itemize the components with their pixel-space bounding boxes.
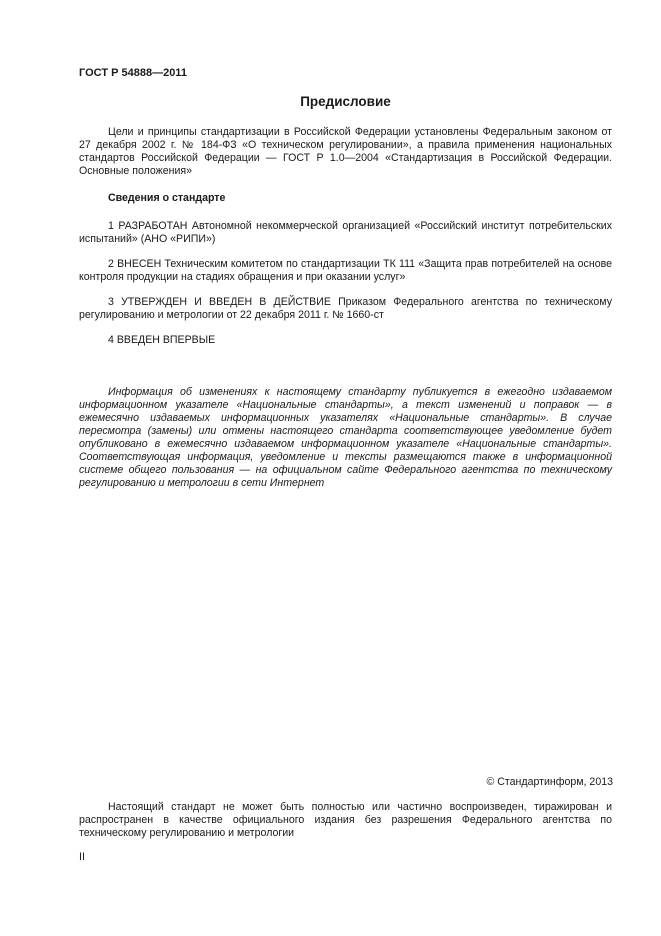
copyright-notice: © Стандартинформ, 2013 (486, 776, 613, 788)
page-number: II (79, 851, 85, 863)
intro-paragraph: Цели и принципы стандартизации в Российской Федерации установлены Федеральным законом от 27 декабря 2002 г. № 184-ФЗ «О техническом регулировании», а правила применения национальных стандартов Российской Федерации — ГОСТ Р 1.0—2004 «Стандартизация в Российской Федерации. Основные положения» (79, 126, 612, 177)
standard-info-item-4: 4 ВВЕДЕН ВПЕРВЫЕ (108, 334, 216, 346)
changes-info-paragraph: Информация об изменениях к настоящему стандарту публикуется в ежегодно издаваемом информационном указателе «Национальные стандарты», а текст изменений и поправок — в ежемесячно издаваемых информационных указателях «Национальные стандарты». В случае пересмотра (замены) или отмены настоящего стандарта соответствующее уведомление будет опубликовано в ежемесячно издаваемом информационном указателе «Национальные стандарты». Соответствующая информация, уведомление и тексты размещаются также в информационной системе общего пользования — на официальном сайте Федерального агентства по техническому регулированию и метрологии в сети Интернет (79, 386, 612, 489)
page-title: Предисловие (300, 94, 391, 109)
section-heading: Сведения о стандарте (108, 192, 226, 204)
standard-info-item-3: 3 УТВЕРЖДЕН И ВВЕДЕН В ДЕЙСТВИЕ Приказом Федерального агентства по техническому регулированию и метрологии от 22 декабря 2011 г. № 1660-ст (79, 296, 612, 321)
document-header: ГОСТ Р 54888—2011 (79, 67, 187, 79)
rights-notice: Настоящий стандарт не может быть полностью или частично воспроизведен, тиражирован и распространен в качестве официального издания без разрешения Федерального агентства по техническому регулированию и метрологии (79, 801, 612, 839)
standard-info-item-1: 1 РАЗРАБОТАН Автономной некоммерческой организацией «Российский институт потребительских испытаний» (АНО «РИПИ») (79, 220, 612, 245)
standard-info-item-2: 2 ВНЕСЕН Техническим комитетом по стандартизации ТК 111 «Защита прав потребителей на основе контроля продукции на стадиях обращения и при оказании услуг» (79, 258, 612, 283)
